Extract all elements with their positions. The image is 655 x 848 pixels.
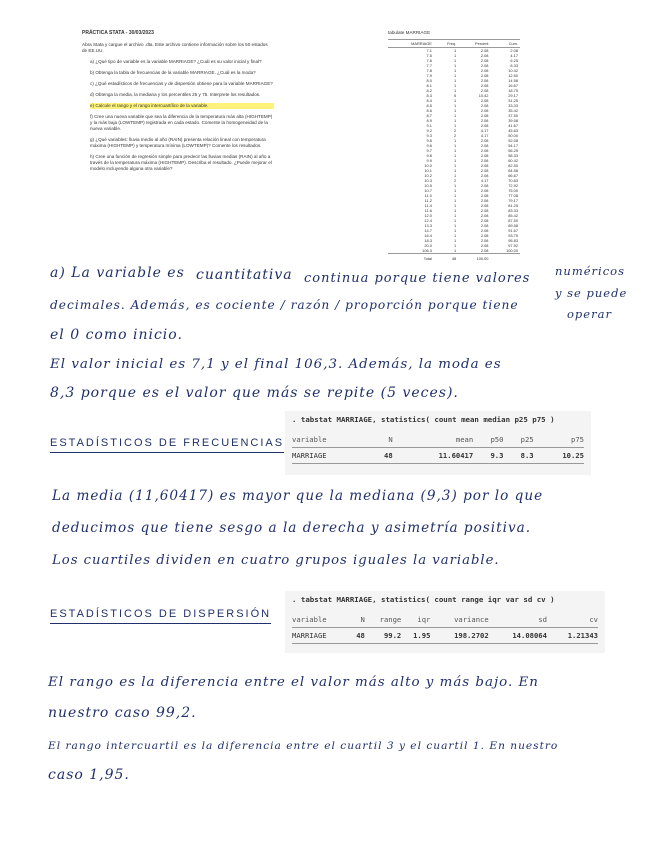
table-cell: 2.08 — [480, 78, 489, 83]
table-cell: 83.33 — [508, 208, 518, 213]
answer-freq-line1: La media (11,60417) es mayor que la mediana (9,3) por lo que — [52, 488, 544, 504]
table-cell: 1 — [454, 233, 457, 238]
table-cell: 2.08 — [480, 118, 489, 123]
heading-dispersion-stats — [50, 608, 271, 620]
table-cell: 2.08 — [480, 113, 489, 118]
table-cell: 12.4 — [424, 218, 432, 223]
table-cell: 50.00 — [508, 133, 518, 138]
stat-cell: 8.3 — [503, 448, 533, 464]
table-cell: 18.3 — [424, 238, 432, 243]
table-header-cell: Percent — [458, 40, 490, 48]
table-cell: 8.5 — [426, 103, 432, 108]
table-cell: 7.8 — [426, 68, 432, 73]
table-cell: 1 — [454, 73, 457, 78]
table-cell: 8.4 — [426, 98, 432, 103]
stat-cell: 14.08064 — [489, 628, 547, 644]
table-cell: 20.0 — [424, 243, 432, 248]
question-c: c) ¿Qué estadísticos de frecuencias y de dispersión obtiene para la variable MARRIAGE? — [90, 81, 273, 86]
table-cell: 9.3 — [426, 133, 432, 138]
stat-header-cell: range — [365, 612, 401, 628]
stat-cell: 1.21343 — [547, 628, 598, 644]
answer-a-line2c: operar — [567, 307, 612, 321]
table-cell: 9.1 — [426, 123, 432, 128]
table-cell: 1 — [454, 143, 457, 148]
table-cell: 10.0 — [424, 163, 432, 168]
heading-frequency-stats — [50, 437, 284, 449]
table-cell: 10.7 — [424, 188, 432, 193]
exercise-sheet — [82, 30, 274, 177]
table-cell: 1 — [454, 188, 457, 193]
table-cell: 9.8 — [426, 153, 432, 158]
table-cell: 9.2 — [426, 128, 432, 133]
table-cell: 2 — [454, 133, 457, 138]
table-cell: 7.5 — [426, 53, 432, 58]
table-cell: 1 — [454, 83, 457, 88]
table-cell: 2.08 — [480, 193, 489, 198]
table-cell: 1 — [454, 108, 457, 113]
table-cell: 9.7 — [426, 148, 432, 153]
table-cell: 1 — [454, 248, 457, 253]
table-cell: 10.5 — [424, 183, 432, 188]
table-cell: 10.1 — [424, 168, 432, 173]
table-cell: 45.83 — [508, 128, 518, 133]
answer-a-line1b: cuantitativa — [196, 267, 293, 283]
table-cell: 2.08 — [480, 233, 489, 238]
table-cell: 14.7 — [424, 228, 432, 233]
question-e: e) Calcule el rango y el rango intercuartílico de la variable. — [90, 103, 274, 109]
table-cell: 2.08 — [480, 73, 489, 78]
table-cell: 2.08 — [480, 158, 489, 163]
stat-header-cell: variable — [292, 612, 350, 628]
stat-header-cell: variance — [430, 612, 488, 628]
table-cell: 97.92 — [508, 243, 518, 248]
table-cell: 39.58 — [508, 118, 518, 123]
stat-cell: 10.25 — [534, 448, 584, 464]
stat-cell: 11.60417 — [393, 448, 474, 464]
stata-disp-command: . tabstat MARRIAGE, statistics( count range iqr var sd cv ) — [292, 595, 555, 604]
heading-dispersion-stats-text: ESTADÍSTICOS DE DISPERSIÓN — [50, 608, 272, 620]
table-cell: 4.17 — [480, 133, 489, 138]
table-cell: Total — [388, 254, 434, 262]
table-cell: 11.2 — [424, 198, 432, 203]
stat-cell: 99.2 — [365, 628, 401, 644]
table-cell: 2.08 — [480, 243, 489, 248]
table-cell — [490, 254, 520, 262]
answer-a-line2a: decimales. Además, es cociente / razón / proporción porque tiene — [50, 298, 519, 312]
table-cell: 54.17 — [508, 143, 518, 148]
table-cell: 10.42 — [478, 93, 489, 98]
table-cell: 2.08 — [480, 163, 489, 168]
stat-header-cell: variable — [292, 432, 373, 448]
table-cell: 87.50 — [508, 218, 518, 223]
table-cell: 56.25 — [508, 148, 518, 153]
table-cell: 1 — [454, 168, 457, 173]
table-cell: 7.1 — [426, 48, 432, 53]
table-cell: 1 — [454, 68, 457, 73]
table-cell: 1 — [454, 148, 457, 153]
table-cell: 2.08 — [480, 173, 489, 178]
stat-header-cell: N — [373, 432, 393, 448]
table-cell: 1 — [454, 118, 457, 123]
stat-header-cell: cv — [547, 612, 598, 628]
table-cell: 2.08 — [480, 218, 489, 223]
table-cell: 10.3 — [424, 178, 432, 183]
table-cell: 4.17 — [510, 53, 518, 58]
answer-disp-line4: caso 1,95. — [48, 767, 130, 783]
answer-a-line4: El valor inicial es 7,1 y el final 106,3. Además, la moda es — [50, 357, 502, 372]
table-cell: 10.42 — [508, 68, 518, 73]
table-cell: 37.50 — [508, 113, 518, 118]
table-cell: 2.08 — [480, 108, 489, 113]
table-cell: 2.08 — [480, 88, 489, 93]
answer-freq-line3: Los cuartiles dividen en cuatro grupos iguales la variable. — [52, 553, 500, 568]
question-a: a) ¿Qué tipo de variable es la variable MARRIAGE? ¿Cuál es su valor inicial y final? — [90, 59, 262, 64]
heading-underline — [50, 452, 284, 453]
table-cell: 35.42 — [508, 108, 518, 113]
table-cell: 8.7 — [426, 113, 432, 118]
answer-a-line2b: y se puede — [555, 286, 628, 300]
table-cell: 1 — [454, 158, 457, 163]
table-cell: 58.33 — [508, 153, 518, 158]
table-cell: 2.08 — [480, 168, 489, 173]
table-cell: 75.00 — [508, 188, 518, 193]
table-cell: 1 — [454, 103, 457, 108]
table-cell: 72.92 — [508, 183, 518, 188]
table-cell: 11.6 — [424, 208, 432, 213]
table-cell: 1 — [454, 48, 457, 53]
table-cell: 93.75 — [508, 233, 518, 238]
stat-header-cell: p75 — [534, 432, 584, 448]
table-header-cell: Cum. — [490, 40, 520, 48]
table-cell: 5 — [454, 93, 457, 98]
table-cell: 100.00 — [458, 254, 490, 262]
table-total-row — [388, 254, 520, 262]
answer-a-line3: el 0 como inicio. — [50, 327, 183, 343]
exercise-intro: Abra Stata y cargue el archivo .dta. Este archivo contiene información sobre los 50 estados de EE.UU. — [82, 42, 268, 53]
table-cell: 2.08 — [480, 143, 489, 148]
table-cell: 1 — [454, 173, 457, 178]
table-cell: 13.3 — [424, 223, 432, 228]
table-cell: 1 — [454, 223, 457, 228]
stat-header-cell: sd — [489, 612, 547, 628]
stat-row — [292, 628, 598, 644]
question-h: h) Cree una función de regresión simple para predecir las lluvias medias (RAIN) al año a través de la temperatura máxima (HIGHTEMP). Describa el resultado. ¿Puede mejorar el modelo incluyendo alguna otra variable? — [90, 154, 272, 171]
table-cell: 4.17 — [480, 178, 489, 183]
table-cell: 1 — [454, 203, 457, 208]
table-cell: 16.67 — [508, 83, 518, 88]
answer-disp-line2: nuestro caso 99,2. — [48, 705, 197, 721]
table-cell: 18.75 — [508, 88, 518, 93]
table-cell: 8.6 — [426, 108, 432, 113]
table-cell: 16.4 — [424, 233, 432, 238]
table-cell: 1 — [454, 53, 457, 58]
table-cell: 2.08 — [510, 48, 518, 53]
answer-a-line1a: a) La variable es — [50, 265, 185, 281]
table-cell: 9.6 — [426, 143, 432, 148]
table-cell: 2.08 — [480, 223, 489, 228]
stat-cell: 48 — [373, 448, 393, 464]
table-cell: 2.08 — [480, 83, 489, 88]
table-cell: 1 — [454, 58, 457, 63]
table-cell: 12.50 — [508, 73, 518, 78]
answer-a-line5: 8,3 porque es el valor que más se repite (5 veces). — [50, 385, 459, 401]
table-cell: 4.17 — [480, 128, 489, 133]
stat-header-cell: mean — [393, 432, 474, 448]
table-cell: 2.08 — [480, 53, 489, 58]
table-cell: 1 — [454, 183, 457, 188]
stat-cell: 1.95 — [401, 628, 430, 644]
table-cell: 81.25 — [508, 203, 518, 208]
table-cell: 8.3 — [426, 93, 432, 98]
table-cell: 2.08 — [480, 148, 489, 153]
table-cell: 7.7 — [426, 63, 432, 68]
table-cell: 1 — [454, 163, 457, 168]
table-cell: 60.42 — [508, 158, 518, 163]
table-cell: 11.4 — [424, 203, 432, 208]
stat-cell: MARRIAGE — [292, 628, 350, 644]
table-cell: 79.17 — [508, 198, 518, 203]
table-cell: 2 — [454, 178, 457, 183]
table-cell: 1 — [454, 138, 457, 143]
table-cell: 1 — [454, 228, 457, 233]
table-cell: 52.08 — [508, 138, 518, 143]
table-cell: 7.9 — [426, 73, 432, 78]
table-cell: 2.08 — [480, 198, 489, 203]
stata-freq-command: . tabstat MARRIAGE, statistics( count mean median p25 p75 ) — [292, 415, 555, 424]
table-cell: 2.08 — [480, 248, 489, 253]
table-cell: 14.58 — [508, 78, 518, 83]
table-cell: 2.08 — [480, 238, 489, 243]
stat-cell: 48 — [350, 628, 365, 644]
question-b: b) Obtenga la tabla de frecuencias de la variable MARRIAGE. ¿Cuál es la moda? — [90, 70, 256, 75]
table-cell: 12.0 — [424, 213, 432, 218]
question-f: f) Cree una nueva variable que sea la diferencia de la temperatura más alta (HIGHTEMP) y la más baja (LOWTEMP) registrada en cada estado. Comente la homogeneidad de la nueva variable. — [90, 114, 273, 131]
table-cell: 2.08 — [480, 138, 489, 143]
table-cell: 2.08 — [480, 98, 489, 103]
table-cell: 2.08 — [480, 153, 489, 158]
table-cell: 7.6 — [426, 58, 432, 63]
table-cell: 8.9 — [426, 118, 432, 123]
table-cell: 66.67 — [508, 173, 518, 178]
table-cell: 8.1 — [426, 83, 432, 88]
table-cell: 31.25 — [508, 98, 518, 103]
table-cell: 8.0 — [426, 78, 432, 83]
table-cell: 1 — [454, 88, 457, 93]
stat-header-cell: N — [350, 612, 365, 628]
table-cell: 48 — [434, 254, 458, 262]
table-cell: 91.67 — [508, 228, 518, 233]
answer-freq-line2: deducimos que tiene sesgo a la derecha y asimetría positiva. — [52, 520, 532, 536]
frequency-table-caption: tabulate MARRIAGE — [388, 30, 431, 35]
stat-cell: 198.2702 — [430, 628, 488, 644]
table-cell: 10.2 — [424, 173, 432, 178]
table-cell: 2.08 — [480, 48, 489, 53]
table-cell: 41.67 — [508, 123, 518, 128]
table-cell: 1 — [454, 78, 457, 83]
table-cell: 2.08 — [480, 203, 489, 208]
stat-header-cell: p50 — [473, 432, 503, 448]
table-cell: 77.08 — [508, 193, 518, 198]
table-cell: 1 — [454, 193, 457, 198]
table-cell: 33.33 — [508, 103, 518, 108]
frequency-table — [388, 30, 520, 261]
table-cell: 9.5 — [426, 138, 432, 143]
question-g: g) ¿Qué variables: lluvia medio al año (RAIN) presenta relación lineal con temperatura máxima (HIGHTEMP) y temperatura mínima (LOWTEMP)? Comente los resultados. — [90, 137, 266, 148]
answer-a-line1d: numéricos — [555, 264, 625, 278]
table-cell: 2.08 — [480, 228, 489, 233]
table-header-cell: MARRIAGE — [388, 40, 434, 48]
question-d: d) Obtenga la media, la mediana y los percentiles 25 y 75. Interprete los resultados. — [90, 92, 261, 97]
table-cell: 2.08 — [480, 103, 489, 108]
table-cell: 9.9 — [426, 158, 432, 163]
table-cell: 95.83 — [508, 238, 518, 243]
table-cell: 70.83 — [508, 178, 518, 183]
table-cell: 2 — [454, 128, 457, 133]
table-cell: 89.58 — [508, 223, 518, 228]
table-cell: 64.58 — [508, 168, 518, 173]
stat-header-cell: p25 — [503, 432, 533, 448]
table-cell: 2.08 — [480, 68, 489, 73]
stat-header-cell: iqr — [401, 612, 430, 628]
table-cell: 1 — [454, 123, 457, 128]
table-cell: 2.08 — [480, 63, 489, 68]
table-cell: 2.08 — [480, 213, 489, 218]
table-cell: 2.08 — [480, 183, 489, 188]
table-cell: 100.00 — [506, 248, 518, 253]
exercise-title: PRÁCTICA STATA - 30/03/2023 — [82, 30, 154, 36]
stat-row — [292, 448, 584, 464]
table-cell: 1 — [454, 218, 457, 223]
answer-disp-line3: El rango intercuartil es la diferencia entre el cuartil 3 y el cuartil 1. En nuestro — [48, 740, 559, 752]
table-cell: 1 — [454, 213, 457, 218]
table-cell: 1 — [454, 238, 457, 243]
table-cell: 106.3 — [422, 248, 432, 253]
table-cell: 1 — [454, 63, 457, 68]
stat-cell: MARRIAGE — [292, 448, 373, 464]
heading-underline — [50, 623, 271, 624]
table-cell: 2.08 — [480, 188, 489, 193]
table-cell: 62.50 — [508, 163, 518, 168]
table-cell: 6.25 — [510, 58, 518, 63]
table-cell: 2.08 — [480, 58, 489, 63]
table-cell: 1 — [454, 243, 457, 248]
table-cell: 2.08 — [480, 123, 489, 128]
table-header-cell: Freq. — [434, 40, 458, 48]
table-cell: 8.2 — [426, 88, 432, 93]
table-cell: 11.0 — [424, 193, 432, 198]
stata-freq-output — [292, 415, 584, 464]
table-cell: 1 — [454, 113, 457, 118]
table-cell: 29.17 — [508, 93, 518, 98]
answer-a-line1c: continua porque tiene valores — [304, 271, 531, 286]
table-cell: 8.33 — [510, 63, 518, 68]
table-cell: 1 — [454, 198, 457, 203]
table-cell: 1 — [454, 98, 457, 103]
stat-cell: 9.3 — [473, 448, 503, 464]
table-cell: 85.42 — [508, 213, 518, 218]
table-cell: 2.08 — [480, 208, 489, 213]
table-cell: 1 — [454, 208, 457, 213]
answer-disp-line1: El rango es la diferencia entre el valor más alto y más bajo. En — [48, 675, 539, 690]
stata-disp-output — [292, 595, 598, 644]
table-cell: 1 — [454, 153, 457, 158]
heading-frequency-stats-text: ESTADÍSTICOS DE FRECUENCIAS — [50, 437, 285, 449]
